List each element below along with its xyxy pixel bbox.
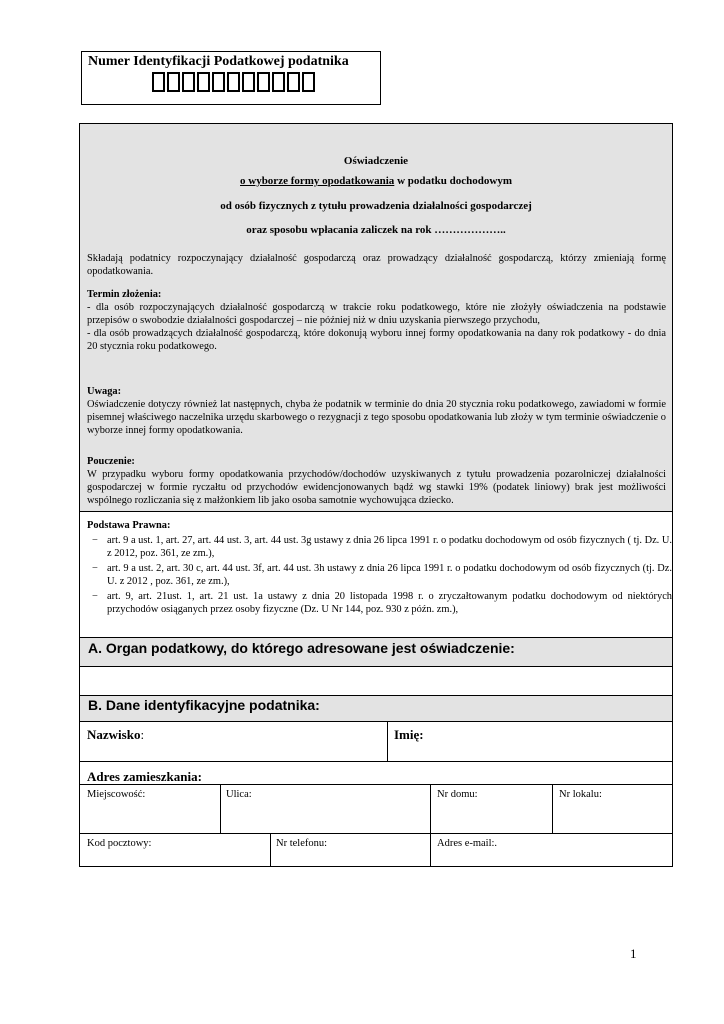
flat-number-field[interactable] <box>559 789 667 829</box>
street-field[interactable] <box>226 789 426 829</box>
postal-code-field[interactable] <box>87 838 267 864</box>
legal-item-text: art. 9, art. 21ust. 1, art. 21 ust. 1a ustawy z dnia 20 listopada 1998 r. o zryczałtowanym podatku dochodowym od niektórych przychodów osiąganych przez osoby fizyczne (Dz. U Nr 144, poz. 930 z późn. zm.), <box>107 591 672 615</box>
deadline-block <box>87 288 666 353</box>
section-b-header <box>80 695 672 722</box>
nip-digit-cell[interactable] <box>197 72 210 92</box>
phone-field[interactable] <box>276 838 426 864</box>
legal-item <box>87 562 672 588</box>
divider <box>387 721 388 761</box>
divider <box>80 511 672 512</box>
doc-subtitle <box>80 175 672 187</box>
nip-digit-cell[interactable] <box>242 72 255 92</box>
dash-bullet: − <box>92 563 98 574</box>
legal-basis <box>87 519 672 618</box>
deadline-title: Termin złożenia: <box>87 289 162 300</box>
divider <box>270 833 271 867</box>
divider <box>80 761 672 762</box>
section-b-title: B. Dane identyfikacyjne podatnika: <box>88 697 320 713</box>
doc-subtitle-2: od osób fizycznych z tytułu prowadzenia działalności gospodarczej <box>220 200 532 212</box>
instruction-text: W przypadku wyboru formy opodatkowania przychodów/dochodów uzyskiwanych z tytułu prowadzenia pozarolniczej działalności gospodarczej w formie ryczałtu od przychodów ewidencjonowanych bądź wg stawki 19% (podatek liniowy) brak jest możliwości wspólnego rozliczania się z małżonkiem lib jako osoba samotnie wychowująca dziecko. <box>87 469 666 506</box>
email-field[interactable] <box>437 838 667 864</box>
house-number-field[interactable] <box>437 789 547 829</box>
instruction-title: Pouczenie: <box>87 456 135 467</box>
nip-title: Numer Identyfikacji Podatkowej podatnika <box>88 54 349 69</box>
dash-bullet: − <box>92 591 98 602</box>
divider <box>80 784 672 785</box>
street-label: Ulica: <box>226 789 252 800</box>
note-text: Oświadczenie dotyczy również lat następnych, chyba że podatnik w terminie do dnia 20 stycznia roku podatkowego, zawiadomi w formie pisemnej właściwego naczelnika urzędu skarbowego o rezygnacji z tego sposobu opodatkowania lub złoży w tym terminie oświadczenie o wyborze innej formy opodatkowania. <box>87 399 666 436</box>
intro-text: Składają podatnicy rozpoczynający działalność gospodarczą oraz prowadzący działalność gospodarczą, którzy zmieniają formę opodatkowania. <box>87 253 666 277</box>
legal-item-text: art. 9 a ust. 1, art. 27, art. 44 ust. 3, art. 44 ust. 3g ustawy z dnia 26 lipca 1991 r. o podatku dochodowym od osób fizycznych ( tj. Dz. U. z 2012, poz. 361, ze zm.), <box>107 535 672 559</box>
doc-subtitle-3: oraz sposobu wpłacania zaliczek na rok ……………….. <box>246 224 506 236</box>
dash-bullet: − <box>92 535 98 546</box>
nip-box <box>81 51 381 105</box>
first-name-label: Imię: <box>394 727 424 742</box>
nip-digit-cell[interactable] <box>302 72 315 92</box>
legal-item <box>87 590 672 616</box>
surname-field[interactable] <box>87 727 382 757</box>
legal-item <box>87 534 672 560</box>
nip-digit-cell[interactable] <box>287 72 300 92</box>
city-label: Miejscowość: <box>87 789 146 800</box>
instruction-block <box>87 455 666 507</box>
legal-title: Podstawa Prawna: <box>87 520 171 531</box>
section-a-title: A. Organ podatkowy, do którego adresowane jest oświadczenie: <box>88 640 515 656</box>
nip-digit-cell[interactable] <box>167 72 180 92</box>
surname-colon: : <box>140 727 145 742</box>
doc-subtitle-underlined: o wyborze formy opodatkowania <box>240 175 395 187</box>
divider <box>430 833 431 867</box>
divider <box>220 784 221 833</box>
flat-number-label: Nr lokalu: <box>559 789 602 800</box>
legal-item-text: art. 9 a ust. 2, art. 30 c, art. 44 ust. 3f, art. 44 ust. 3h ustawy z dnia 26 lipca 1991 r. o podatku dochodowym od osób fizycznych (tj. Dz. U. z 2012 , poz. 361, ze zm.), <box>107 563 672 587</box>
postal-code-label: Kod pocztowy: <box>87 838 152 849</box>
nip-cells[interactable] <box>152 72 317 92</box>
doc-subtitle-rest: w podatku dochodowym <box>394 175 512 187</box>
info-panel <box>80 124 672 511</box>
nip-digit-cell[interactable] <box>272 72 285 92</box>
first-name-field[interactable] <box>394 727 664 757</box>
email-label: Adres e-mail:. <box>437 838 498 849</box>
address-label: Adres zamieszkania: <box>87 769 202 784</box>
nip-digit-cell[interactable] <box>257 72 270 92</box>
page-number: 1 <box>630 946 637 961</box>
phone-label: Nr telefonu: <box>276 838 328 849</box>
surname-label: Nazwisko <box>87 727 141 742</box>
nip-digit-cell[interactable] <box>182 72 195 92</box>
tax-office-input[interactable] <box>80 666 672 695</box>
divider <box>552 784 553 833</box>
city-field[interactable] <box>87 789 217 829</box>
deadline-item: - dla osób rozpoczynających działalność gospodarczą w trakcie roku podatkowego, które nie złożyły oświadczenia na podstawie przepisów o swobodzie działalności gospodarczej – nie później niż w dniu uzyskania pierwszego przychodu, <box>87 302 666 326</box>
nip-digit-cell[interactable] <box>212 72 225 92</box>
doc-title: Oświadczenie <box>343 155 409 167</box>
section-a-header <box>80 637 672 667</box>
nip-digit-cell[interactable] <box>152 72 165 92</box>
divider <box>80 833 672 834</box>
nip-digit-cell[interactable] <box>227 72 240 92</box>
house-number-label: Nr domu: <box>437 789 478 800</box>
note-title: Uwaga: <box>87 386 122 397</box>
divider <box>430 784 431 833</box>
deadline-item: - dla osób prowadzących działalność gospodarczą, które dokonują wyboru innej formy opodatkowania na dany rok podatkowy - do dnia 20 stycznia roku podatkowego. <box>87 328 666 352</box>
declaration-form <box>79 123 673 867</box>
note-block <box>87 385 666 437</box>
